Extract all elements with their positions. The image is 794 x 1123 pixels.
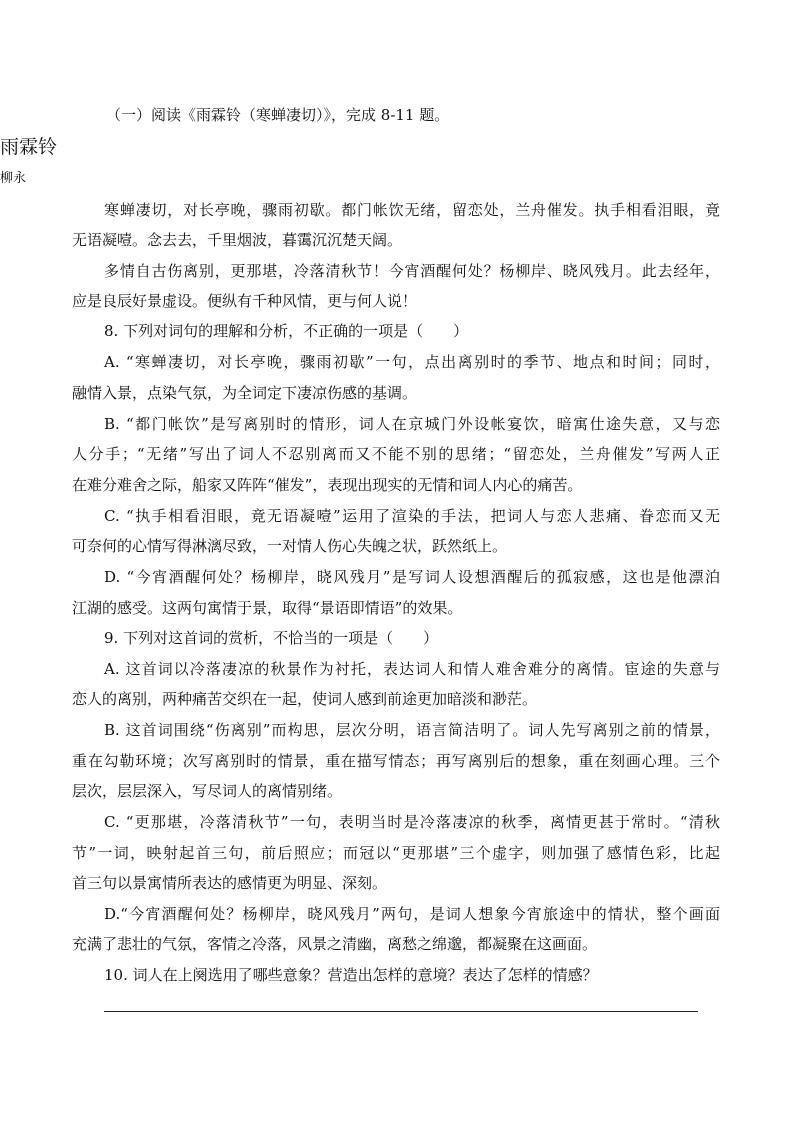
- question-9-option-b-cont: 层次，层层深入，写尽词人的离情别绪。: [72, 782, 343, 800]
- question-8-option-d-cont: 江湖的感受。这两句寓情于景，取得“景语即情语”的效果。: [72, 599, 463, 617]
- question-8-option-b-cont: 在难分难舍之际，船家又阵阵“催发”，表现出现实的无情和词人内心的痛苦。: [72, 476, 583, 494]
- question-10-stem: 10. 词人在上阕选用了哪些意象？营造出怎样的意境？表达了怎样的情感？: [104, 966, 598, 984]
- question-9-option-c: C. “更那堪，冷落清秋节”一句，表明当时是冷落凄凉的秋季，离情更甚于常时。“清秋: [104, 813, 720, 831]
- question-9-option-c-cont: 首三句以景寓情所表达的感情更为明显、深刻。: [72, 874, 388, 892]
- poem-title: 雨霖铃: [0, 136, 58, 158]
- poem-author: 柳永: [0, 171, 27, 186]
- question-8-option-a-cont: 融情入景，点染气氛，为全词定下凄凉伤感的基调。: [72, 384, 418, 402]
- question-9-option-a: A. 这首词以冷落凄凉的秋景作为衬托，表达词人和情人难舍难分的离情。宦途的失意与: [104, 660, 720, 678]
- question-9-option-c-cont: 节”一词，映射起首三句，前后照应；而冠以“更那堪”三个虚字，则加强了感情色彩，比起: [72, 844, 720, 862]
- question-8-option-b-cont: 人分手；“无绪”写出了词人不忍别离而又不能不别的思绪；“留恋处，兰舟催发”写两人正: [72, 445, 720, 463]
- question-9-option-a-cont: 恋人的离别，两种痛苦交织在一起，使词人感到前途更加暗淡和渺茫。: [72, 690, 538, 708]
- section-instruction: （一）阅读《雨霖铃（寒蝉凄切）》，完成 8-11 题。: [106, 106, 450, 124]
- question-9-stem: 9. 下列对这首词的赏析，不恰当的一项是（ ）: [104, 629, 439, 647]
- question-9-option-d-cont: 充满了悲壮的气氛，客情之冷落，风景之清幽，离愁之绵邈，都凝聚在这画面。: [72, 935, 598, 953]
- question-8-option-c: C. “执手相看泪眼，竟无语凝噎”运用了渲染的手法，把词人与恋人悲痛、眷恋而又无: [104, 507, 720, 525]
- question-9-option-b: B. 这首词围绕“伤离别”而构思，层次分明，语言简洁明了。词人先写离别之前的情景，: [104, 721, 720, 739]
- question-8-option-a: A. “寒蝉凄切，对长亭晚，骤雨初歇”一句，点出离别时的季节、地点和时间；同时，: [104, 353, 720, 371]
- poem-line: 应是良辰好景虚设。便纵有千种风情，更与何人说！: [72, 292, 418, 310]
- question-9-option-b-cont: 重在勾勒环境；次写离别时的情景，重在描写情态；再写离别后的想象，重在刻画心理。三个: [72, 752, 720, 770]
- question-8-option-c-cont: 可奈何的心情写得淋漓尽致，一对情人伤心失魄之状，跃然纸上。: [72, 537, 508, 555]
- question-8-option-b: B. “都门帐饮”是写离别时的情形，词人在京城门外设帐宴饮，暗寓仕途失意，又与恋: [104, 415, 720, 433]
- question-9-option-d: D.“今宵酒醒何处？杨柳岸，晓风残月”两句，是词人想象今宵旅途中的情状，整个画面: [104, 905, 720, 923]
- question-8-option-d: D. “今宵酒醒何处？杨柳岸，晓风残月”是写词人设想酒醒后的孤寂感，这也是他漂泊: [104, 568, 720, 586]
- poem-line: 无语凝噎。念去去，千里烟波，暮霭沉沉楚天阔。: [72, 231, 403, 249]
- answer-line[interactable]: [104, 1011, 698, 1012]
- poem-line: 寒蝉凄切，对长亭晚，骤雨初歇。都门帐饮无绪，留恋处，兰舟催发。执手相看泪眼，竟: [104, 201, 720, 219]
- question-8-stem: 8. 下列对词句的理解和分析，不正确的一项是（ ）: [104, 322, 469, 340]
- poem-line: 多情自古伤离别，更那堪，冷落清秋节！今宵酒醒何处？杨柳岸、晓风残月。此去经年，: [104, 262, 720, 280]
